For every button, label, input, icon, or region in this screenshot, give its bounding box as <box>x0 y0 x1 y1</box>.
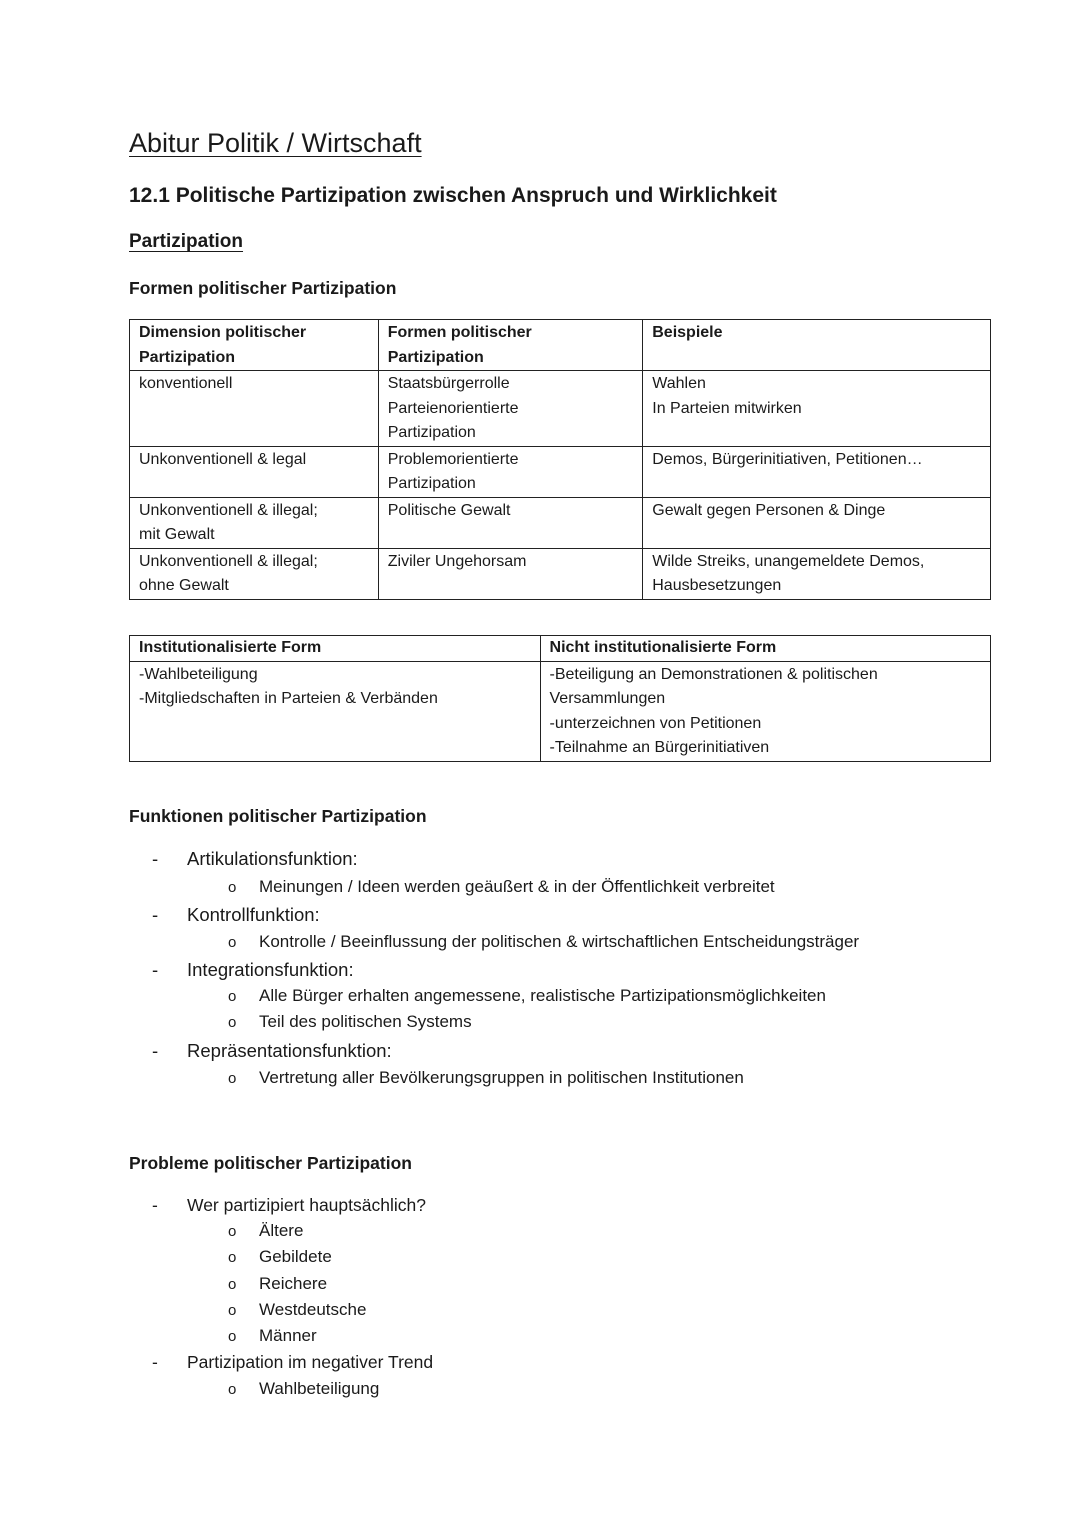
table-cell: Wahlen In Parteien mitwirken <box>643 371 991 447</box>
list-item: - Repräsentationsfunktion: <box>152 1040 392 1061</box>
header-institutional: Institutionalisierte Form <box>130 636 541 662</box>
institutional-header-row <box>130 636 991 662</box>
list-item: o Westdeutsche <box>228 1300 367 1319</box>
list-item: - Artikulationsfunktion: <box>152 848 358 869</box>
list-item: o Männer <box>228 1326 317 1345</box>
table-cell: Unkonventionell & illegal; ohne Gewalt <box>130 548 379 599</box>
header-non-institutional: Nicht institutionalisierte Form <box>540 636 990 662</box>
subsection-title: Partizipation <box>129 231 244 252</box>
list-item: - Wer partizipiert hauptsächlich? <box>152 1195 426 1215</box>
list-item: - Kontrollfunktion: <box>152 904 320 925</box>
functions-heading: Funktionen politischer Partizipation <box>129 806 427 826</box>
list-item: o Vertretung aller Bevölkerungsgruppen in politischen Institutionen <box>228 1068 744 1087</box>
table-cell: Staatsbürgerrolle Parteienorientierte Partizipation <box>378 371 643 447</box>
forms-table-header-row <box>130 320 991 371</box>
list-item: - Integrationsfunktion: <box>152 959 354 980</box>
forms-heading: Formen politischer Partizipation <box>129 278 397 298</box>
table-cell: Gewalt gegen Personen & Dinge <box>643 497 991 548</box>
table-cell: Ziviler Ungehorsam <box>378 548 643 599</box>
table-row <box>130 371 991 447</box>
table-cell: Politische Gewalt <box>378 497 643 548</box>
list-item: - Partizipation im negativer Trend <box>152 1352 434 1372</box>
table-cell: -Beteiligung an Demonstrationen & politischen Versammlungen -unterzeichnen von Petitionen -Teilnahme an Bürgerinitiativen <box>540 661 990 761</box>
table-cell: Problemorientierte Partizipation <box>378 446 643 497</box>
table-row <box>130 548 991 599</box>
header-forms: Formen politischer Partizipation <box>378 320 643 371</box>
table-cell: Demos, Bürgerinitiativen, Petitionen… <box>643 446 991 497</box>
table-row <box>130 446 991 497</box>
table-cell: konventionell <box>130 371 379 447</box>
list-item: o Gebildete <box>228 1247 332 1266</box>
list-item: o Alle Bürger erhalten angemessene, realistische Partizipationsmöglichkeiten <box>228 986 826 1005</box>
header-examples: Beispiele <box>643 320 991 371</box>
list-item: o Wahlbeteiligung <box>228 1379 380 1398</box>
institutional-table <box>129 635 991 762</box>
table-cell: -Wahlbeteiligung -Mitgliedschaften in Parteien & Verbänden <box>130 661 541 761</box>
table-row <box>130 497 991 548</box>
header-dimension: Dimension politischer Partizipation <box>130 320 379 371</box>
table-cell: Unkonventionell & illegal; mit Gewalt <box>130 497 379 548</box>
table-cell: Unkonventionell & legal <box>130 446 379 497</box>
list-item: o Reichere <box>228 1274 328 1293</box>
list-item: o Teil des politischen Systems <box>228 1012 472 1031</box>
list-item: o Meinungen / Ideen werden geäußert & in der Öffentlichkeit verbreitet <box>228 877 775 896</box>
list-item: o Ältere <box>228 1221 304 1240</box>
document-title: Abitur Politik / Wirtschaft <box>129 128 422 158</box>
table-row <box>130 661 991 761</box>
forms-table <box>129 319 991 600</box>
section-title: 12.1 Politische Partizipation zwischen Anspruch und Wirklichkeit <box>129 184 777 207</box>
table-cell: Wilde Streiks, unangemeldete Demos, Hausbesetzungen <box>643 548 991 599</box>
list-item: o Kontrolle / Beeinflussung der politischen & wirtschaftlichen Entscheidungsträger <box>228 932 860 951</box>
problems-heading: Probleme politischer Partizipation <box>129 1153 412 1173</box>
